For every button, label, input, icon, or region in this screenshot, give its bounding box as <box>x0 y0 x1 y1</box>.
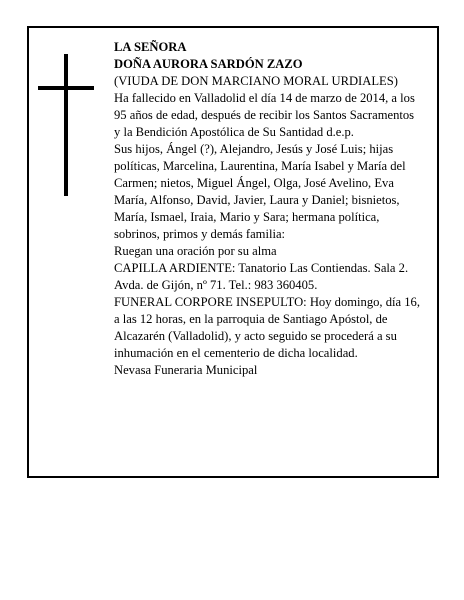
prayer-request: Ruegan una oración por su alma <box>114 244 277 258</box>
funeral-info: FUNERAL CORPORE INSEPULTO: Hoy domingo, día 16, a las 12 horas, en la parroquia de Santiago Apóstol, de Alcazarén (Valladolid), y acto seguido se procederá a su inhumación en el cementerio de dicha localidad. <box>114 295 421 360</box>
widow-of-line: (VIUDA DE DON MARCIANO MORAL URDIALES) <box>114 74 398 88</box>
heading-title: LA SEÑORA <box>114 40 187 54</box>
family-list: Sus hijos, Ángel (?), Alejandro, Jesús y José Luis; hijas políticas, Marcelina, Laurentina, María Isabel y María del Carmen; nietos, Miguel Ángel, Olga, José Avelino, Eva María, Alfonso, David, Javier, Laura y Daniel; bisnietos, María, Ismael, Iraia, Mario y Sara; hermana política, sobrinos, primos y demás familia: <box>114 142 406 241</box>
cross-horizontal-bar <box>38 86 94 90</box>
chapel-info: CAPILLA ARDIENTE: Tanatorio Las Contiendas. Sala 2. Avda. de Gijón, nº 71. Tel.: 983 360405. <box>114 261 409 292</box>
obituary-content <box>114 39 420 379</box>
death-announcement: Ha fallecido en Valladolid el día 14 de marzo de 2014, a los 95 años de edad, después de recibir los Santos Sacramentos y la Bendición Apostólica de Su Santidad d.e.p. <box>114 91 415 139</box>
cross-vertical-bar <box>64 54 68 196</box>
deceased-name: DOÑA AURORA SARDÓN ZAZO <box>114 57 303 71</box>
funeral-home: Nevasa Funeraria Municipal <box>114 363 258 377</box>
